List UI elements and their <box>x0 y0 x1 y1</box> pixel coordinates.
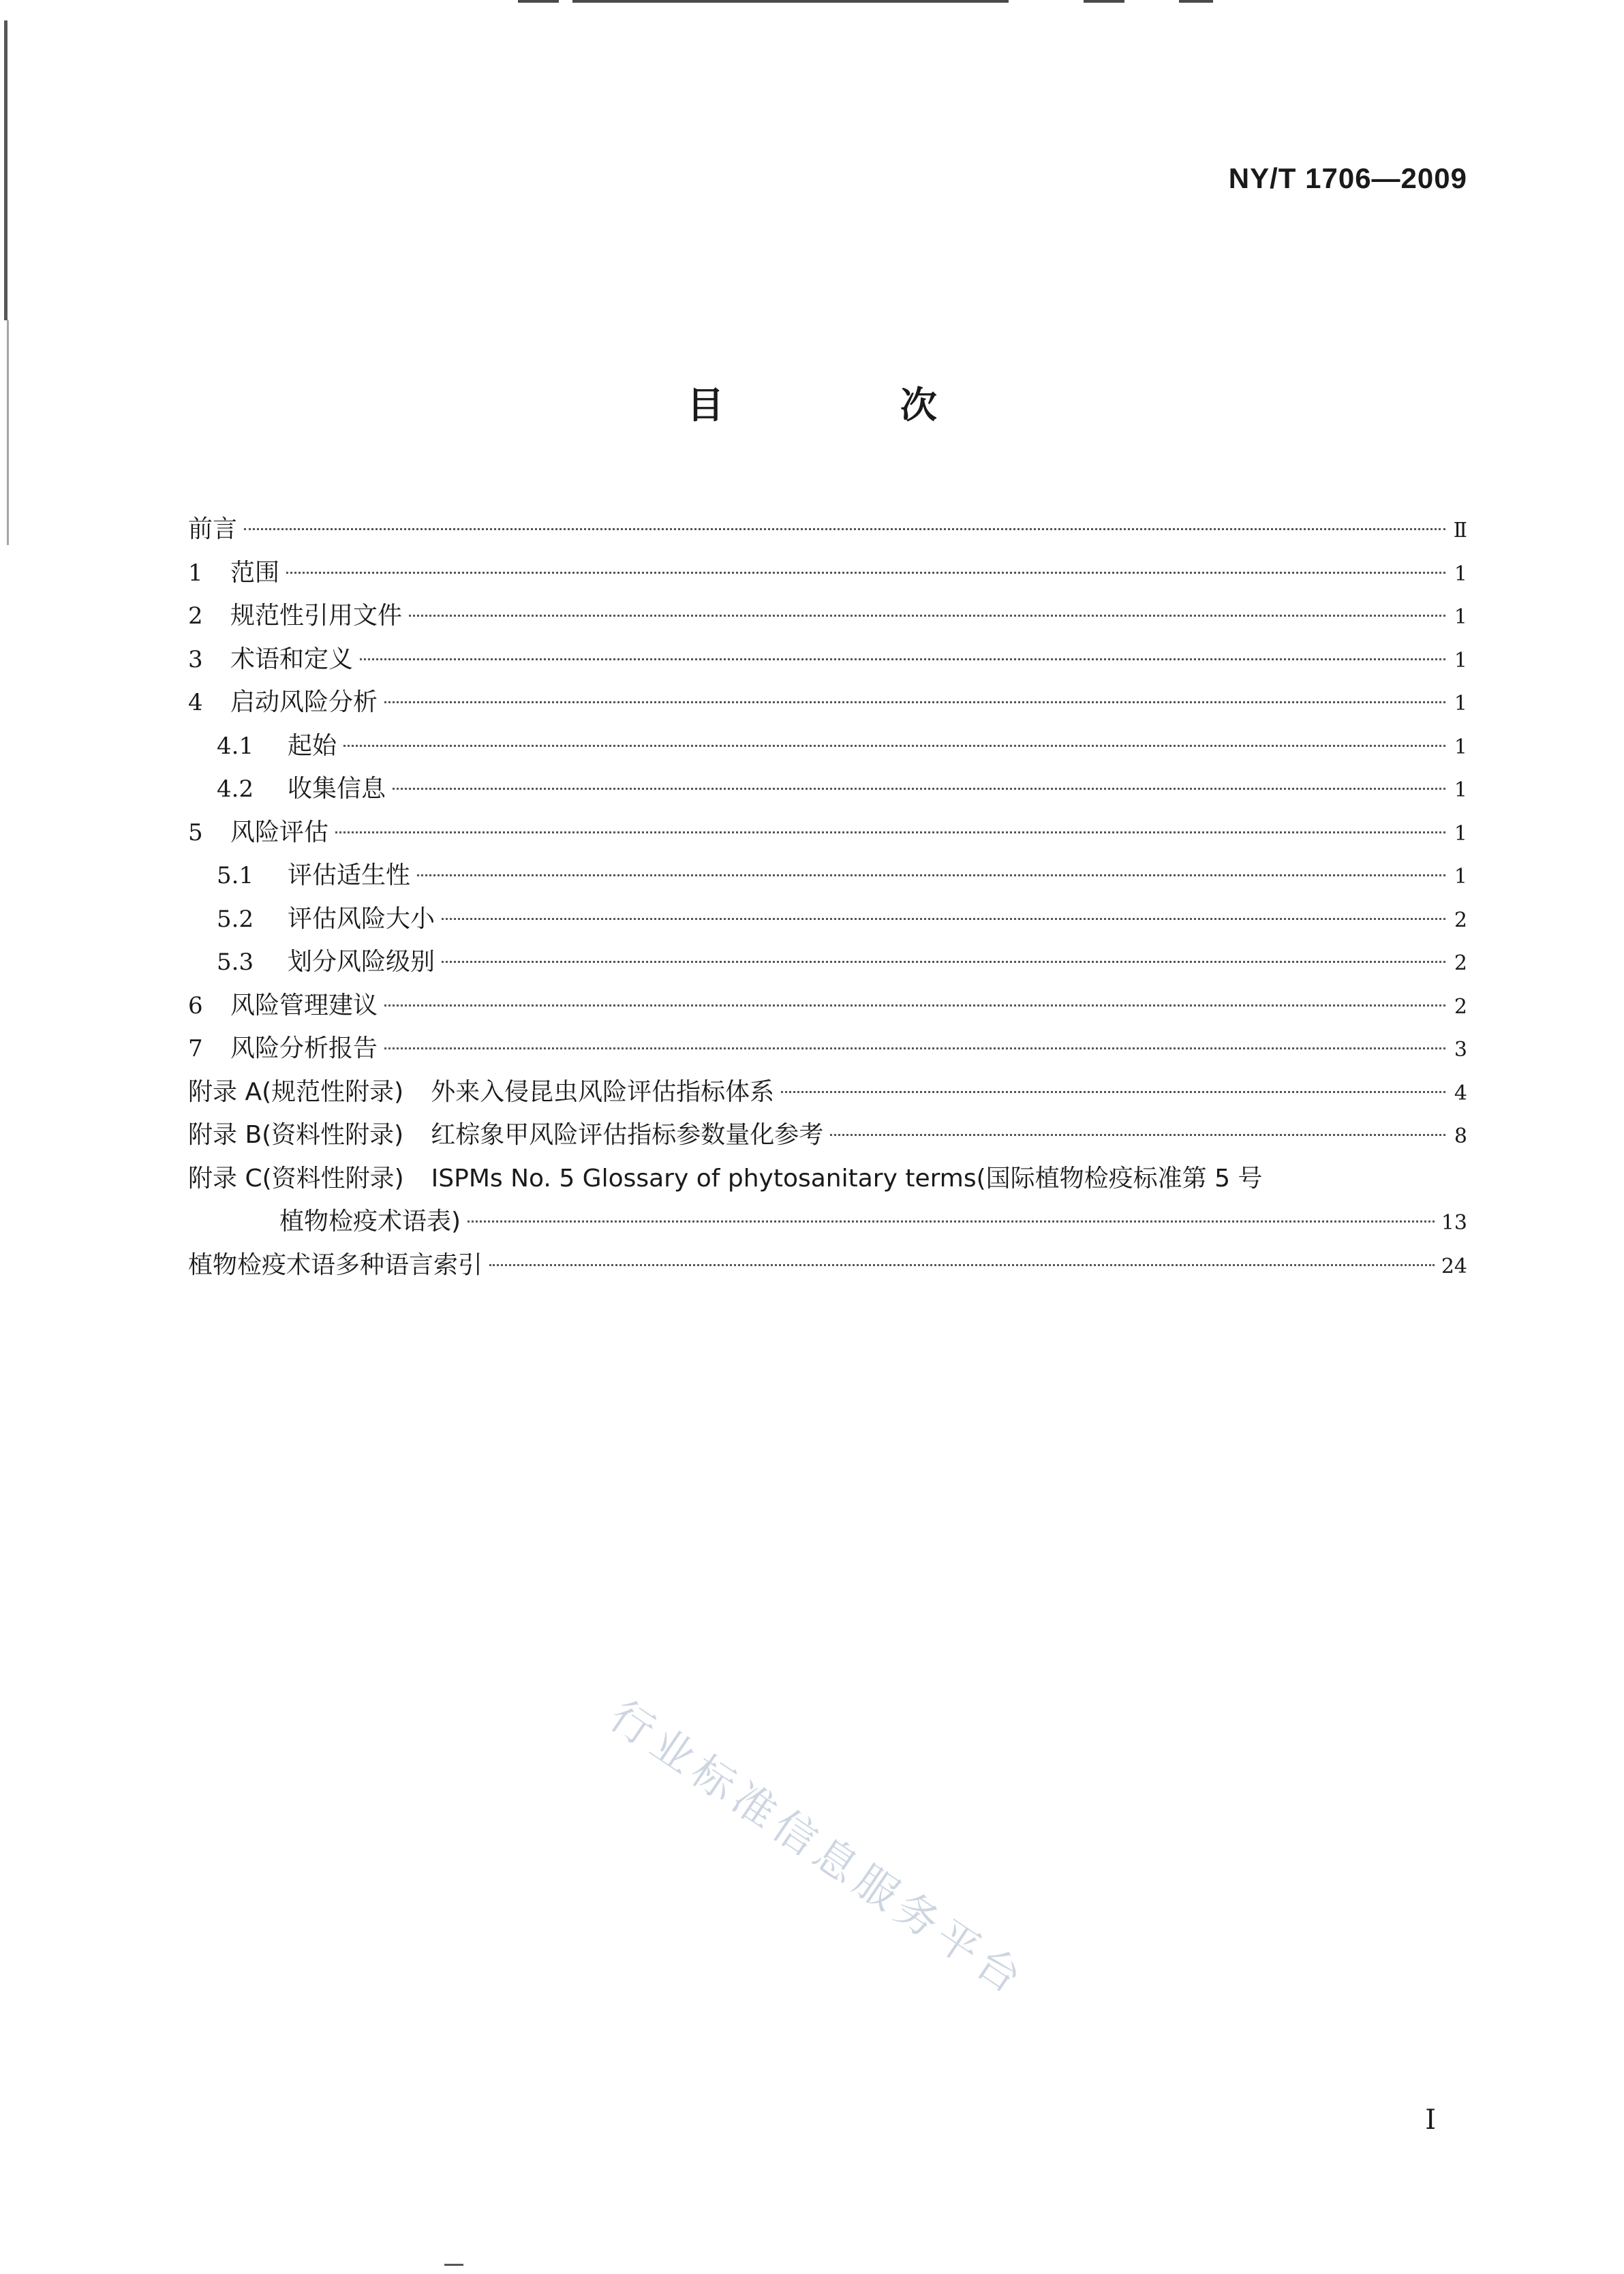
toc-page-number: 1 <box>1454 778 1467 802</box>
toc-entry-normative-references[interactable] <box>188 594 1467 638</box>
scan-edge-top <box>572 0 1009 3</box>
watermark: 行业标准信息服务平台 <box>600 1690 1036 2006</box>
toc-number: 附录 B(资料性附录) <box>188 1121 404 1149</box>
toc-number: 2 <box>188 602 203 630</box>
toc-page-number: 1 <box>1454 865 1467 889</box>
toc-label: 风险评估 <box>230 818 329 846</box>
page-title: 目 次 <box>687 384 1019 427</box>
toc-page-number: 8 <box>1454 1124 1467 1148</box>
leader-dots <box>384 1047 1445 1049</box>
scan-edge-top <box>1179 0 1213 3</box>
toc-entry-risk-magnitude[interactable] <box>188 897 1467 941</box>
toc-page-number: 2 <box>1454 951 1467 975</box>
leader-dots <box>335 831 1445 833</box>
leader-dots <box>489 1264 1435 1266</box>
scan-edge-top <box>1084 0 1124 3</box>
toc-page-number: 1 <box>1454 605 1467 629</box>
toc-number: 附录 A(规范性附录) <box>188 1077 404 1106</box>
toc-number: 3 <box>188 645 203 673</box>
leader-dots <box>830 1134 1445 1136</box>
toc-entry-start[interactable] <box>188 724 1467 768</box>
toc-number: 4.1 <box>217 732 254 760</box>
toc-label: 红棕象甲风险评估指标参数量化参考 <box>431 1121 824 1149</box>
toc-label: 风险管理建议 <box>230 991 378 1019</box>
scan-edge <box>4 20 7 320</box>
toc-entry-risk-level[interactable] <box>188 940 1467 984</box>
toc-entry-appendix-a[interactable] <box>188 1071 1467 1114</box>
toc-number: 附录 C(资料性附录) <box>188 1164 404 1193</box>
toc-entry-risk-report[interactable] <box>188 1027 1467 1071</box>
toc-entry-multilingual-index[interactable] <box>188 1244 1467 1287</box>
leader-dots <box>393 788 1445 790</box>
toc-number: 4 <box>188 689 203 716</box>
toc-entry-collect-info[interactable] <box>188 767 1467 811</box>
toc-label: 规范性引用文件 <box>230 602 403 630</box>
toc-number: 7 <box>188 1035 203 1062</box>
toc-label: 术语和定义 <box>230 645 354 673</box>
toc-page-number: 1 <box>1454 648 1467 673</box>
toc-label: 风险分析报告 <box>230 1034 378 1062</box>
toc-entry-appendix-c-continued[interactable] <box>188 1200 1467 1244</box>
leader-dots <box>384 701 1445 703</box>
toc-label: 前言 <box>188 515 238 543</box>
toc-label: ISPMs No. 5 Glossary of phytosanitary terms(国际植物检疫标准第 5 号 <box>431 1164 1263 1193</box>
toc-page-number: 4 <box>1454 1081 1467 1105</box>
toc-label: 评估适生性 <box>288 861 411 889</box>
toc-entry-appendix-b[interactable] <box>188 1113 1467 1157</box>
toc-page-number: 13 <box>1441 1211 1467 1235</box>
toc-entry-appendix-c[interactable] <box>188 1157 1467 1201</box>
toc-number: 5.3 <box>217 949 254 976</box>
toc-page-number: 1 <box>1454 692 1467 716</box>
toc-entry-suitability[interactable] <box>188 854 1467 897</box>
leader-dots <box>360 658 1445 660</box>
toc-page-number: 1 <box>1454 821 1467 846</box>
leader-dots <box>468 1220 1435 1223</box>
toc-number: 5 <box>188 818 203 846</box>
toc-page-number: 1 <box>1454 735 1467 759</box>
toc-entry-terms-definitions[interactable] <box>188 638 1467 681</box>
toc-entry-risk-assessment[interactable] <box>188 811 1467 855</box>
toc-page-number: 1 <box>1454 562 1467 586</box>
toc-label: 范围 <box>230 558 280 587</box>
toc-page-number: Ⅱ <box>1453 519 1467 542</box>
leader-dots <box>781 1091 1445 1093</box>
toc-entry-scope[interactable] <box>188 551 1467 595</box>
toc-label: 植物检疫术语多种语言索引 <box>188 1250 483 1279</box>
toc-label: 划分风险级别 <box>288 948 435 976</box>
leader-dots <box>409 615 1445 617</box>
toc-number: 4.2 <box>217 775 254 803</box>
leader-dots <box>417 874 1445 876</box>
scan-mark <box>444 2264 463 2266</box>
toc-entry-initiation[interactable] <box>188 681 1467 724</box>
toc-number: 1 <box>188 559 203 587</box>
document-code: NY/T 1706—2009 <box>1228 162 1467 194</box>
toc-label: 起始 <box>288 731 337 760</box>
leader-dots <box>442 918 1445 920</box>
toc-number: 5.1 <box>217 862 254 889</box>
toc-label: 外来入侵昆虫风险评估指标体系 <box>431 1077 775 1106</box>
scan-edge-top <box>518 0 559 3</box>
scan-edge <box>7 320 9 545</box>
toc-page-number: 2 <box>1454 994 1467 1019</box>
table-of-contents <box>188 508 1467 1287</box>
toc-label: 评估风险大小 <box>288 904 435 933</box>
leader-dots <box>442 961 1445 963</box>
toc-label: 启动风险分析 <box>230 688 378 716</box>
page-number: I <box>1425 2104 1436 2136</box>
toc-page-number: 2 <box>1454 908 1467 932</box>
toc-label: 收集信息 <box>288 775 386 803</box>
toc-label: 植物检疫术语表) <box>279 1208 461 1235</box>
toc-entry-foreword[interactable] <box>188 508 1467 551</box>
toc-page-number: 24 <box>1441 1254 1467 1278</box>
leader-dots <box>244 528 1445 530</box>
toc-number: 5.2 <box>217 905 254 933</box>
toc-entry-risk-management[interactable] <box>188 984 1467 1028</box>
toc-number: 6 <box>188 992 203 1019</box>
leader-dots <box>343 745 1445 747</box>
leader-dots <box>286 572 1445 574</box>
leader-dots <box>384 1004 1445 1007</box>
toc-page-number: 3 <box>1454 1038 1467 1062</box>
